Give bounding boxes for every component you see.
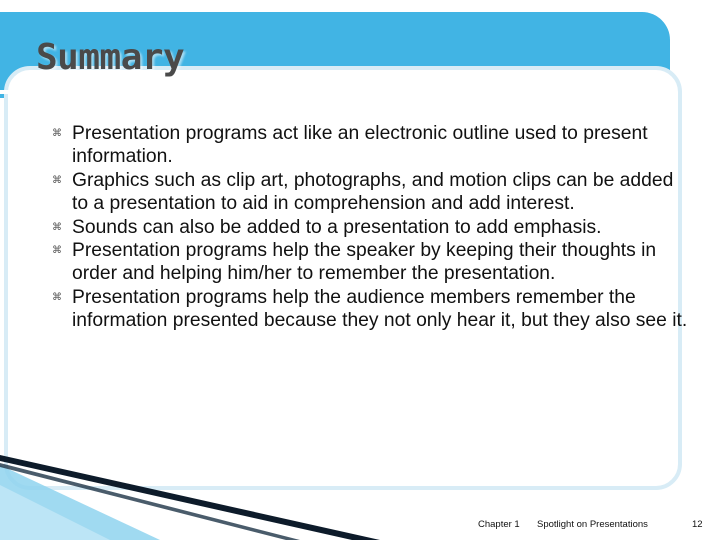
bullet-item xyxy=(52,239,692,286)
command-bullet-icon: ⌘ xyxy=(52,245,62,257)
command-bullet-icon: ⌘ xyxy=(52,291,62,303)
bullet-text: Graphics such as clip art, photographs, and motion clips can be added to a presentation to aid in comprehension and add interest. xyxy=(72,169,674,215)
bullet-text: Presentation programs help the audience members remember the information presented because they not only hear it, but they also see it. xyxy=(72,286,688,332)
bullet-list xyxy=(52,122,692,333)
command-bullet-icon: ⌘ xyxy=(52,128,62,139)
footer-page-number: 12 xyxy=(692,519,703,530)
command-bullet-icon: ⌘ xyxy=(52,174,62,186)
bullet-item xyxy=(52,216,692,239)
bullet-item xyxy=(52,169,692,216)
footer-course: Spotlight on Presentations xyxy=(537,519,648,530)
bullet-item xyxy=(52,286,692,333)
command-bullet-icon: ⌘ xyxy=(52,221,62,233)
footer-chapter: Chapter 1 xyxy=(478,519,520,530)
bullet-text: Sounds can also be added to a presentation to add emphasis. xyxy=(72,216,602,238)
bullet-text: Presentation programs help the speaker by keeping their thoughts in order and helping him/her to remember the presentation. xyxy=(72,240,657,285)
title-underline xyxy=(0,90,666,94)
slide-title: Summary xyxy=(36,37,185,78)
bullet-item xyxy=(52,122,692,169)
bullet-text: Presentation programs act like an electronic outline used to present information. xyxy=(72,123,648,168)
